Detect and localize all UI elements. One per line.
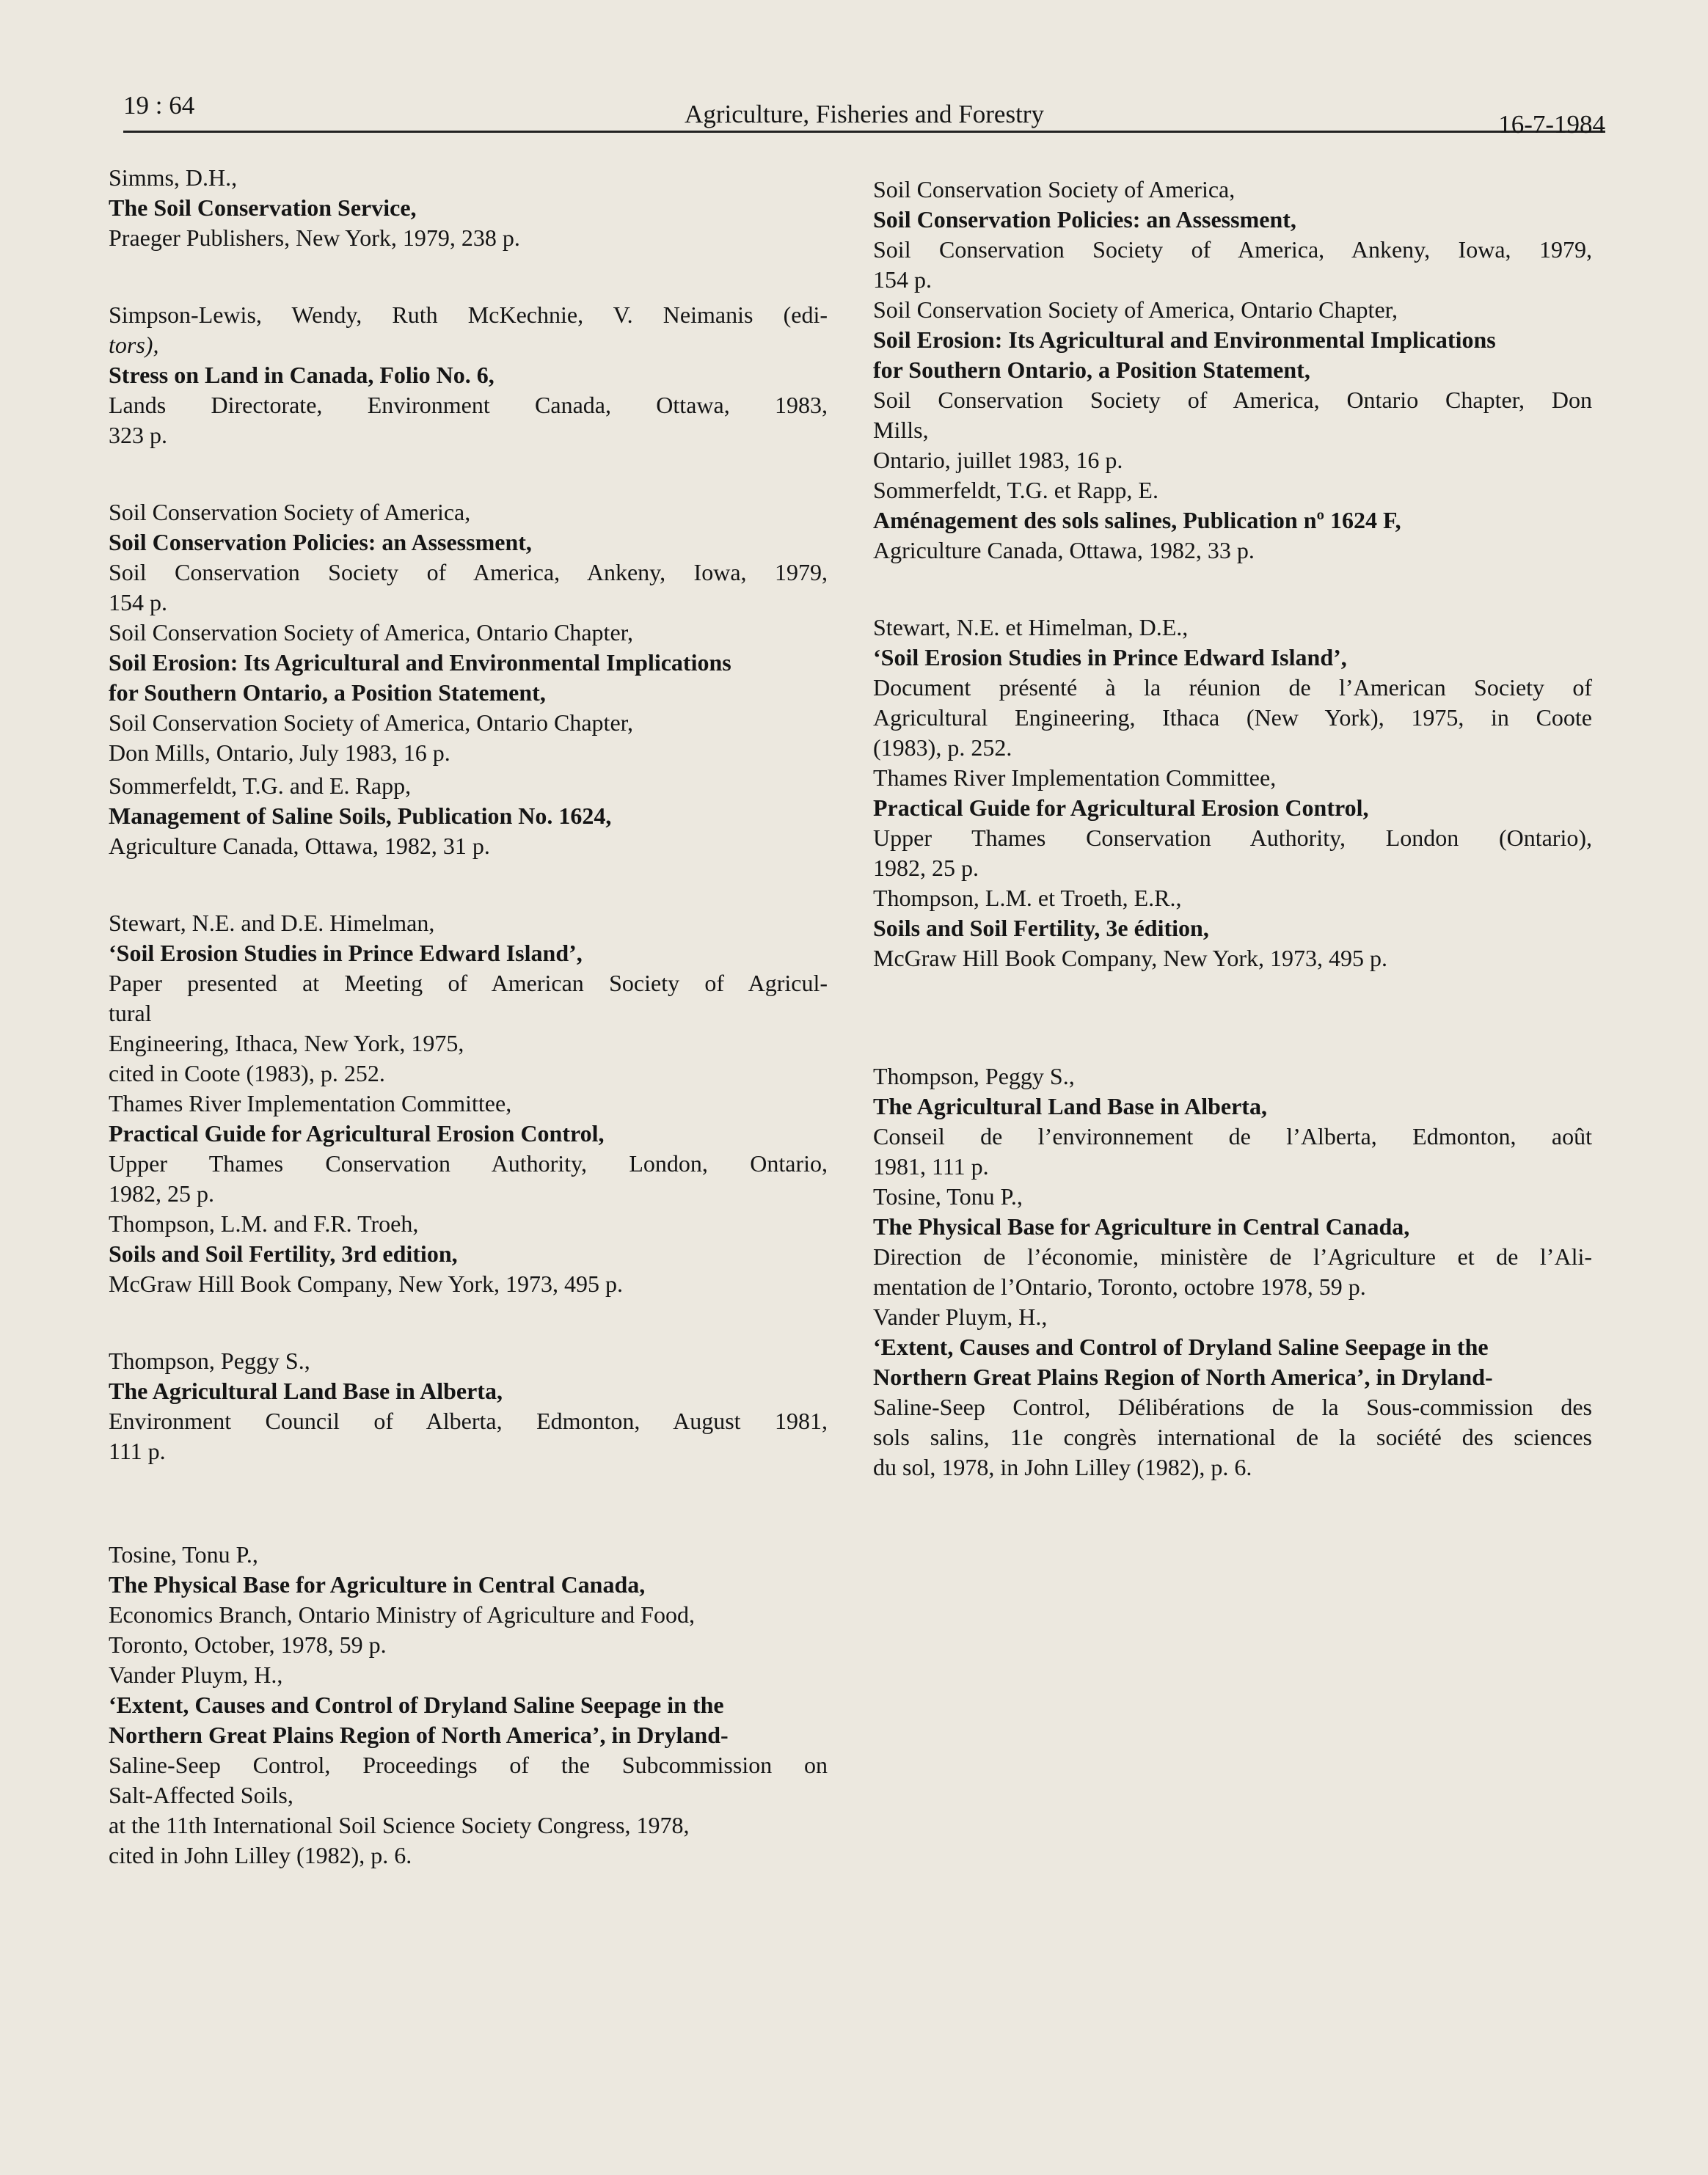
entry-title: ‘Extent, Causes and Control of Dryland Saline Seepage in the [873,1334,1489,1360]
entry-author: Thompson, Peggy S., [873,1063,1075,1089]
entry-publisher: Toronto, October, 1978, 59 p. [109,1631,387,1658]
entry-author: Tosine, Tonu P., [109,1541,258,1568]
entry-title: Soils and Soil Fertility, 3e édition, [873,915,1209,941]
entry-publisher: Soil Conservation Society of America, Ontario Chapter, Don [873,387,1592,413]
entry-publisher: Document présenté à la réunion de l’American Society of [873,674,1592,701]
reference-entry [109,1660,828,1871]
reference-entry [109,300,828,450]
reference-entry [109,497,828,618]
entry-title: Practical Guide for Agricultural Erosion Control, [109,1120,605,1147]
entry-publisher: Praeger Publishers, New York, 1979, 238 p. [109,224,520,251]
entry-author: Soil Conservation Society of America, [873,176,1236,202]
entry-publisher: 154 p. [873,266,932,293]
entry-author: tors), [109,332,159,358]
entry-title: Management of Saline Soils, Publication No. 1624, [109,803,612,829]
entry-publisher: 1982, 25 p. [109,1180,214,1207]
entry-publisher: Ontario, juillet 1983, 16 p. [873,447,1123,473]
entry-publisher: Soil Conservation Society of America, Ontario Chapter, [109,709,634,736]
entry-title: The Agricultural Land Base in Alberta, [873,1093,1267,1119]
entry-publisher: Lands Directorate, Environment Canada, Ottawa, 1983, [109,392,828,418]
entry-publisher: Upper Thames Conservation Authority, London (Ontario), [873,825,1592,851]
entry-author: Sommerfeldt, T.G. and E. Rapp, [109,772,412,799]
entry-title: Aménagement des sols salines, Publication nº 1624 F, [873,507,1401,533]
entry-title: Northern Great Plains Region of North America’, in Dryland- [109,1722,729,1748]
entry-title: Soils and Soil Fertility, 3rd edition, [109,1240,458,1267]
reference-entry [873,295,1592,475]
entry-title: ‘Soil Erosion Studies in Prince Edward Island’, [873,644,1347,670]
entry-title: ‘Extent, Causes and Control of Dryland Saline Seepage in the [109,1692,724,1718]
reference-entry [109,1209,828,1299]
reference-entry [109,1346,828,1466]
entry-title: Soil Erosion: Its Agricultural and Environmental Implications [109,649,731,676]
entry-publisher: Agriculture Canada, Ottawa, 1982, 31 p. [109,833,490,859]
entry-publisher: sols salins, 11e congrès international de la société des sciences [873,1424,1592,1450]
entry-author: Vander Pluym, H., [873,1304,1048,1330]
entry-author: Thompson, L.M. et Troeth, E.R., [873,885,1182,911]
entry-title: Northern Great Plains Region of North America’, in Dryland- [873,1364,1493,1390]
entry-title: The Agricultural Land Base in Alberta, [109,1378,503,1404]
entry-title: The Physical Base for Agriculture in Central Canada, [109,1571,646,1598]
entry-author: Simms, D.H., [109,164,238,191]
entry-author: Vander Pluym, H., [109,1662,283,1688]
entry-title: Practical Guide for Agricultural Erosion Control, [873,794,1369,821]
entry-publisher: Don Mills, Ontario, July 1983, 16 p. [109,739,450,766]
reference-entry [109,771,828,861]
reference-entry [873,1061,1592,1182]
entry-author: Stewart, N.E. et Himelman, D.E., [873,614,1189,640]
entry-publisher: Soil Conservation Society of America, Ankeny, Iowa, 1979, [873,236,1592,263]
entry-publisher: 111 p. [109,1438,166,1464]
entry-publisher: Saline-Seep Control, Délibérations de la Sous-commission des [873,1394,1592,1420]
entry-author: Stewart, N.E. and D.E. Himelman, [109,910,435,936]
reference-entry [873,763,1592,883]
entry-publisher: cited in Coote (1983), p. 252. [109,1060,385,1086]
entry-publisher: McGraw Hill Book Company, New York, 1973, 495 p. [109,1271,624,1297]
entry-publisher: Mills, [873,417,929,443]
entry-title: The Soil Conservation Service, [109,194,417,221]
entry-publisher: Saline-Seep Control, Proceedings of the Subcommission on [109,1752,828,1778]
reference-entry [109,1540,828,1660]
entry-publisher: mentation de l’Ontario, Toronto, octobre 1978, 59 p. [873,1273,1366,1300]
entry-author: Simpson-Lewis, Wendy, Ruth McKechnie, V. Neimanis (edi- [109,301,828,328]
reference-entry [109,618,828,768]
reference-entry [873,1302,1592,1483]
reference-entry [873,613,1592,763]
entry-publisher: cited in John Lilley (1982), p. 6. [109,1842,412,1868]
entry-author: Thames River Implementation Committee, [873,764,1277,791]
entry-author: Soil Conservation Society of America, [109,499,471,525]
reference-entry [873,175,1592,295]
entry-author: Thames River Implementation Committee, [109,1090,512,1116]
entry-publisher: du sol, 1978, in John Lilley (1982), p. 6. [873,1454,1252,1480]
entry-publisher: 323 p. [109,422,167,448]
entry-publisher: Agriculture Canada, Ottawa, 1982, 33 p. [873,537,1255,563]
entry-publisher: Salt-Affected Soils, [109,1782,293,1808]
page-header [123,87,1605,139]
entry-publisher: Agricultural Engineering, Ithaca (New York), 1975, in Coote [873,704,1592,731]
header-date: 16-7-1984 [1498,110,1605,139]
entry-author: Soil Conservation Society of America, Ontario Chapter, [109,619,634,646]
entry-publisher: Economics Branch, Ontario Ministry of Agriculture and Food, [109,1601,695,1628]
entry-publisher: Direction de l’économie, ministère de l’Agriculture et de l’Ali- [873,1243,1592,1270]
entry-author: Thompson, Peggy S., [109,1348,310,1374]
entry-title: Stress on Land in Canada, Folio No. 6, [109,362,494,388]
entry-publisher: Conseil de l’environnement de l’Alberta, Edmonton, août [873,1123,1592,1149]
entry-publisher: 154 p. [109,589,167,615]
entry-publisher: 1982, 25 p. [873,855,979,881]
left-column [109,163,828,1871]
entry-publisher: Soil Conservation Society of America, Ankeny, Iowa, 1979, [109,559,828,585]
entry-publisher: Engineering, Ithaca, New York, 1975, [109,1030,464,1056]
entry-author: Soil Conservation Society of America, Ontario Chapter, [873,296,1398,323]
entry-title: ‘Soil Erosion Studies in Prince Edward Island’, [109,940,583,966]
reference-entry [109,163,828,253]
entry-publisher: at the 11th International Soil Science Society Congress, 1978, [109,1812,690,1838]
reference-entry [873,475,1592,566]
entry-title: Soil Erosion: Its Agricultural and Environmental Implications [873,326,1496,353]
reference-entry [873,883,1592,973]
entry-author: Thompson, L.M. and F.R. Troeh, [109,1210,419,1237]
entry-publisher: Upper Thames Conservation Authority, London, Ontario, [109,1150,828,1177]
right-column [873,175,1592,1483]
page-reference: 19 : 64 [123,91,195,120]
entry-title: for Southern Ontario, a Position Statement, [873,357,1310,383]
entry-author: Tosine, Tonu P., [873,1183,1023,1210]
entry-publisher: 1981, 111 p. [873,1153,989,1180]
entry-title: Soil Conservation Policies: an Assessment, [873,206,1296,233]
entry-author: Sommerfeldt, T.G. et Rapp, E. [873,477,1158,503]
reference-entry [109,1089,828,1209]
entry-title: for Southern Ontario, a Position Statement, [109,679,546,706]
running-title: Agriculture, Fisheries and Forestry [685,100,1044,128]
reference-entry [109,908,828,1089]
entry-title: The Physical Base for Agriculture in Central Canada, [873,1213,1410,1240]
entry-title: Soil Conservation Policies: an Assessment, [109,529,532,555]
entry-publisher: tural [109,1000,152,1026]
reference-entry [873,1182,1592,1302]
entry-publisher: (1983), p. 252. [873,734,1012,761]
entry-publisher: Paper presented at Meeting of American Society of Agricul- [109,970,828,996]
entry-publisher: Environment Council of Alberta, Edmonton, August 1981, [109,1408,828,1434]
entry-publisher: McGraw Hill Book Company, New York, 1973, 495 p. [873,945,1388,971]
